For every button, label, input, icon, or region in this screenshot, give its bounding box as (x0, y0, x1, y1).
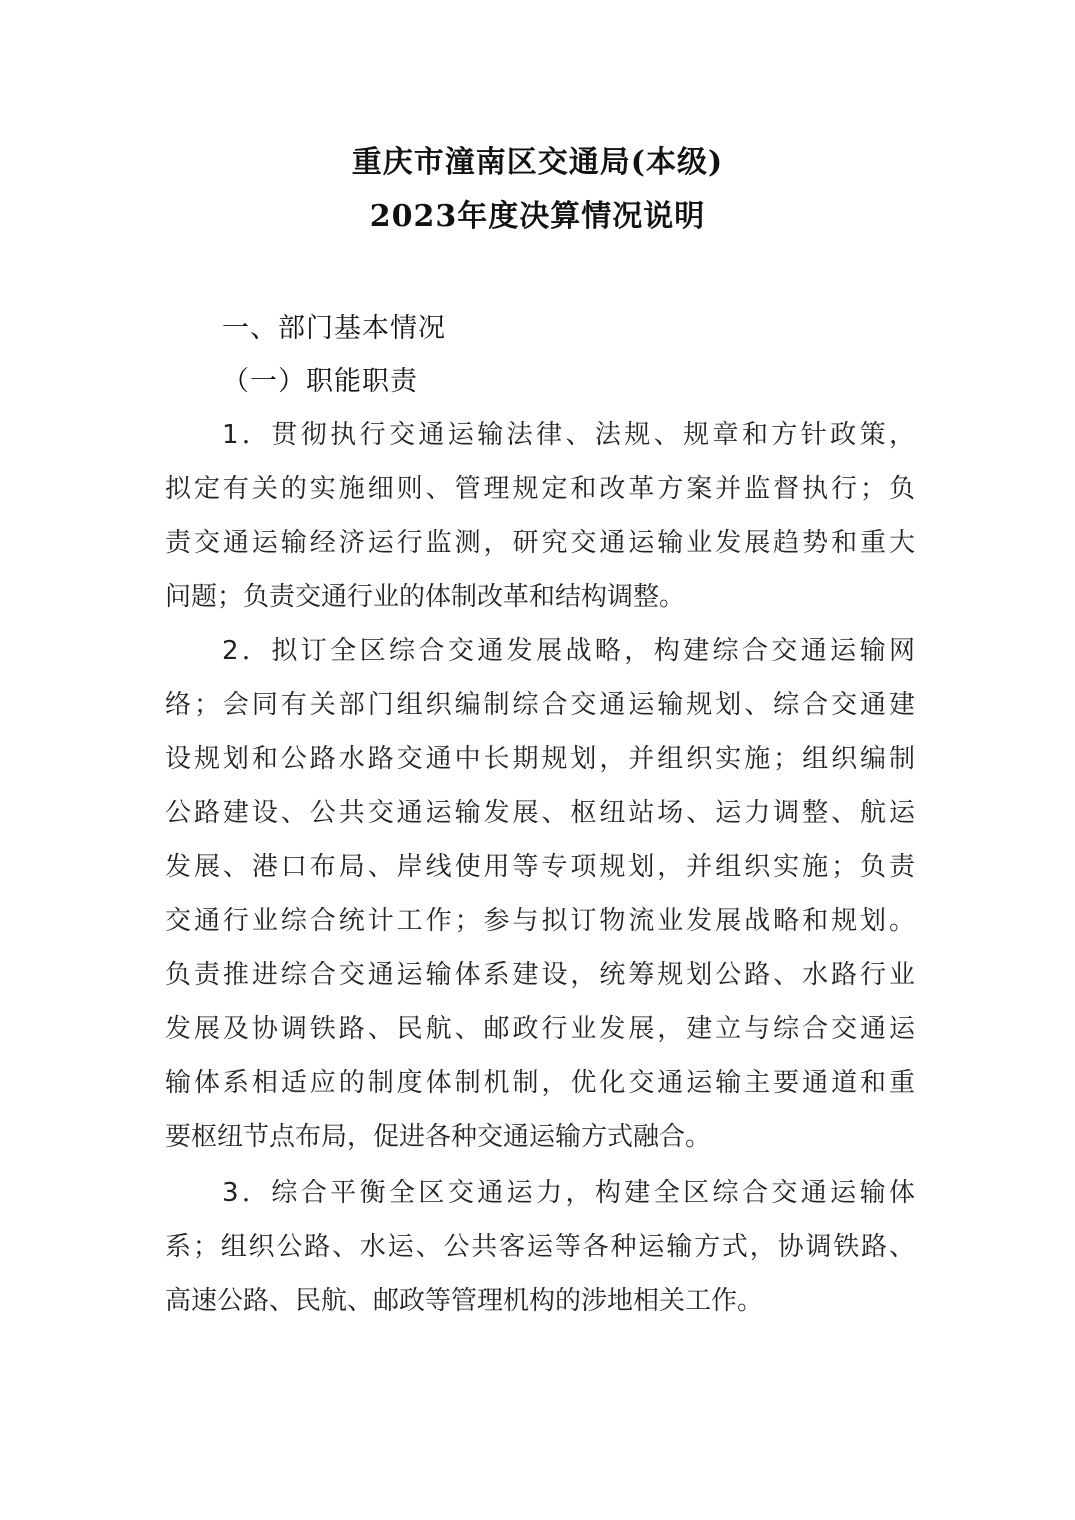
paragraph-line: 3．综合平衡全区交通运力，构建全区综合交通运输体 (222, 1178, 915, 1208)
document-title-line2: 2023年度决算情况说明 (369, 199, 706, 234)
paragraph-line: 拟定有关的实施细则、管理规定和改革方案并监督执行；负 (165, 474, 915, 504)
paragraph-line: 2．拟订全区综合交通发展战略，构建综合交通运输网 (222, 636, 915, 666)
paragraph-line: 设规划和公路水路交通中长期规划，并组织实施；组织编制 (165, 744, 915, 774)
paragraph-line: 问题；负责交通行业的体制改革和结构调整。 (165, 582, 686, 612)
section-heading: 一、部门基本情况 (222, 313, 446, 344)
paragraph-line: 络；会同有关部门组织编制综合交通运输规划、综合交通建 (165, 690, 915, 720)
subsection-heading: （一）职能职责 (222, 366, 418, 397)
paragraph-line: 系；组织公路、水运、公共客运等各种运输方式，协调铁路、 (165, 1232, 915, 1262)
document-title-line1: 重庆市潼南区交通局(本级) (351, 145, 724, 180)
paragraph-line: 发展及协调铁路、民航、邮政行业发展，建立与综合交通运 (165, 1014, 915, 1044)
paragraph-line: 高速公路、民航、邮政等管理机构的涉地相关工作。 (165, 1286, 764, 1316)
paragraph-line: 责交通运输经济运行监测，研究交通运输业发展趋势和重大 (165, 528, 915, 558)
paragraph-line: 1．贯彻执行交通运输法律、法规、规章和方针政策， (222, 420, 915, 450)
paragraph-line: 公路建设、公共交通运输发展、枢纽站场、运力调整、航运 (165, 798, 915, 828)
paragraph-line: 要枢纽节点布局，促进各种交通运输方式融合。 (165, 1122, 712, 1152)
paragraph-line: 交通行业综合统计工作；参与拟订物流业发展战略和规划。 (165, 906, 915, 936)
paragraph-line: 负责推进综合交通运输体系建设，统筹规划公路、水路行业 (165, 960, 915, 990)
paragraph-line: 输体系相适应的制度体制机制，优化交通运输主要通道和重 (165, 1068, 915, 1098)
paragraph-line: 发展、港口布局、岸线使用等专项规划，并组织实施；负责 (165, 852, 915, 882)
